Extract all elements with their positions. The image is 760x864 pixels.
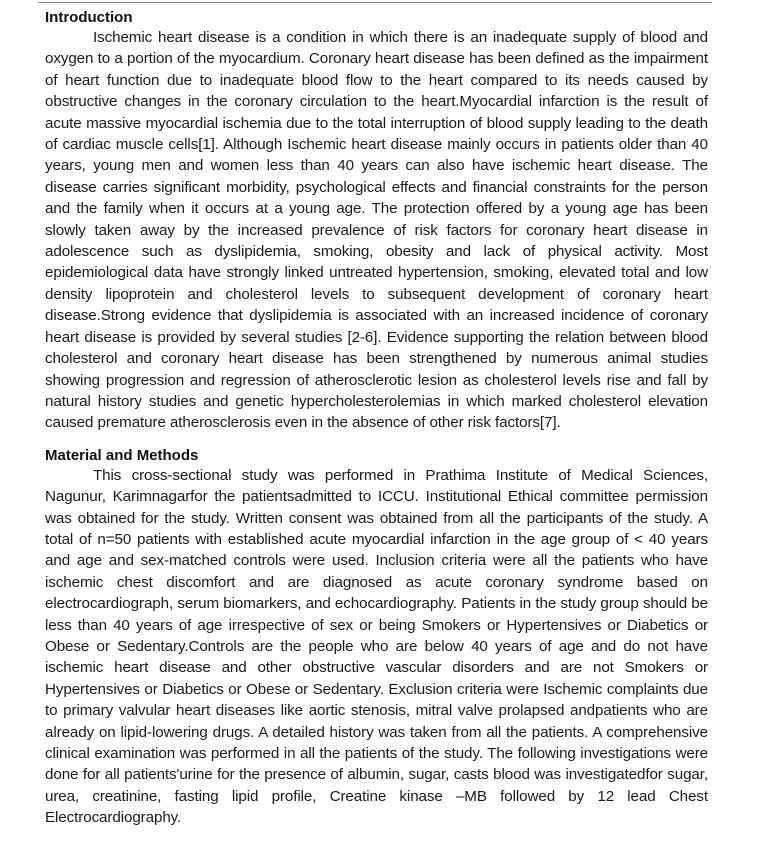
methods-section: [45, 447, 708, 829]
paper-page: [45, 9, 708, 829]
section-heading-introduction: Introduction: [45, 9, 133, 26]
introduction-paragraph: Ischemic heart disease is a condition in which there is an inadequate supply of blood and oxygen to a portion of the myocardium. Coronary heart disease has been defined as the impairment of heart function due to inadequate blood flow to the heart compared to its needs caused by obstructive changes in the coronary circulation to the heart.Myocardial infarction is the result of acute massive myocardial ischemia due to the total interruption of blood supply leading to the death of cardiac muscle cells[1]. Although Ischemic heart disease mainly occurs in patients older than 40 years, young men and women less than 40 years can also have ischemic heart disease. The disease carries significant morbidity, psychological effects and financial constraints for the person and the family when it occurs at a young age. The protection offered by a young age has been slowly taken away by the increased prevalence of risk factors for coronary heart disease in adolescence such as dyslipidemia, smoking, obesity and lack of physical activity. Most epidemiological data have strongly linked untreated hypertension, smoking, elevated total and low density lipoprotein and cholesterol levels to subsequent development of coronary heart disease.Strong evidence that dyslipidemia is associated with an increased incidence of coronary heart disease is provided by several studies [2-6]. Evidence supporting the relation between blood cholesterol and coronary heart disease has been strengthened by numerous animal studies showing progression and regression of atherosclerotic lesion as cholesterol levels rise and fall by natural history studies and genetic hypercholesterolemias in which marked cholesterol elevation caused premature atherosclerosis even in the absence of other risk factors[7].: [45, 29, 708, 432]
methods-paragraph: This cross-sectional study was performed in Prathima Institute of Medical Sciences, Nagunur, Karimnagarfor the patientsadmitted to ICCU. Institutional Ethical committee permission was obtained for the study. Written consent was obtained from all the participants of the study. A total of n=50 patients with established acute myocardial infarction in the age group of < 40 years and age and sex-matched controls were used. Inclusion criteria were all the patients who have ischemic chest discomfort and are diagnosed as acute coronary syndrome based on electrocardiograph, serum biomarkers, and echocardiography. Patients in the study group should be less than 40 years of age irrespective of sex or being Smokers or Hypertensives or Diabetics or Obese or Sedentary.Controls are the people who are below 40 years of age and do not have ischemic heart disease and other obstructive vascular disorders and are not Smokers or Hypertensives or Diabetics or Obese or Sedentary. Exclusion criteria were Ischemic complaints due to primary valvular heart diseases like aortic stenosis, mitral valve prolapsed andpatients who are already on lipid-lowering drugs. A detailed history was taken from all the patients. A comprehensive clinical examination was performed in all the patients of the study. The following investigations were done for all patients'urine for the presence of albumin, sugar, casts blood was investigatedfor sugar, urea, creatinine, fasting lipid profile, Creatine kinase –MB followed by 12 lead Chest Electrocardiography.: [45, 466, 708, 827]
section-spacer: [45, 434, 708, 447]
introduction-section: [45, 9, 708, 434]
section-heading-methods: Material and Methods: [45, 446, 199, 464]
page-top-rule: [38, 2, 712, 3]
